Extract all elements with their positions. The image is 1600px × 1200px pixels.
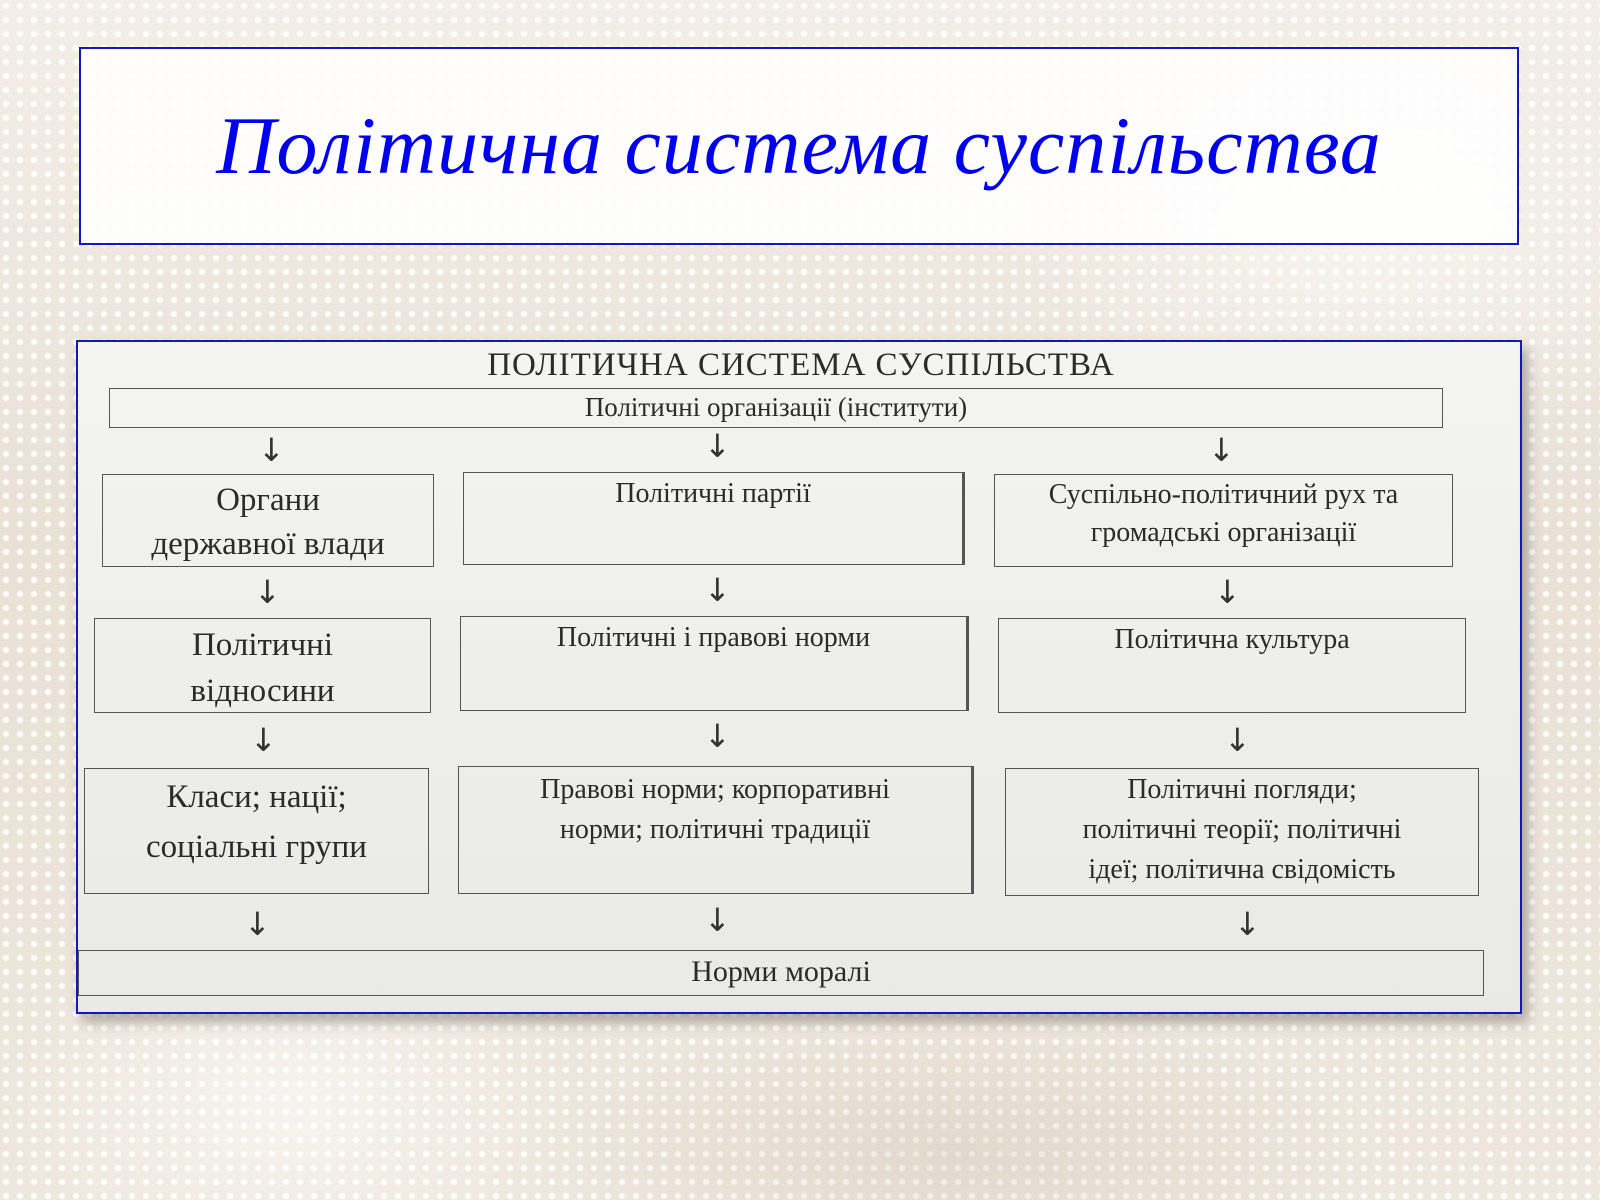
arrow-down-icon: ↓ [250,721,277,759]
row2-left-label: Політичні відносини [190,627,335,709]
diagram-scan [76,340,1522,1014]
row3-divider [972,766,974,894]
arrow-down-icon: ↓ [258,431,285,469]
row2-divider [967,616,969,711]
row3-middle-label: Правові норми; корпоративні норми; політичні традиції [540,774,890,845]
row1-middle-label: Політичні партії [615,478,811,509]
row2-right-label: Політична культура [1114,624,1350,655]
arrow-down-icon: ↓ [1208,431,1235,469]
diagram-heading: ПОЛІТИЧНА СИСТЕМА СУСПІЛЬСТВА [487,347,1115,383]
arrow-down-icon: ↓ [254,573,281,611]
bottom-box-label: Норми моралі [691,955,871,988]
row3-left-label: Класи; нації; соціальні групи [146,779,367,865]
arrow-down-icon: ↓ [1224,721,1251,759]
arrow-down-icon: ↓ [704,427,731,465]
row1-left-label: Органи державної влади [151,482,385,562]
arrow-down-icon: ↓ [1234,905,1261,943]
slide-title: Політична система суспільства [216,100,1382,191]
arrow-down-icon: ↓ [704,901,731,939]
row3-right-label: Політичні погляди; політичні теорії; політичні ідеї; політична свідомість [1082,774,1402,885]
row2-middle-label: Політичні і правові норми [556,622,871,653]
row1-divider [963,472,965,565]
row1-right-label: Суспільно-політичний рух та громадські організації [1048,479,1399,548]
top-box-label: Політичні організації (інститути) [584,392,968,422]
slide-title-frame [79,47,1519,245]
arrow-down-icon: ↓ [704,571,731,609]
arrow-down-icon: ↓ [704,717,731,755]
arrow-down-icon: ↓ [244,905,271,943]
arrow-down-icon: ↓ [1214,573,1241,611]
